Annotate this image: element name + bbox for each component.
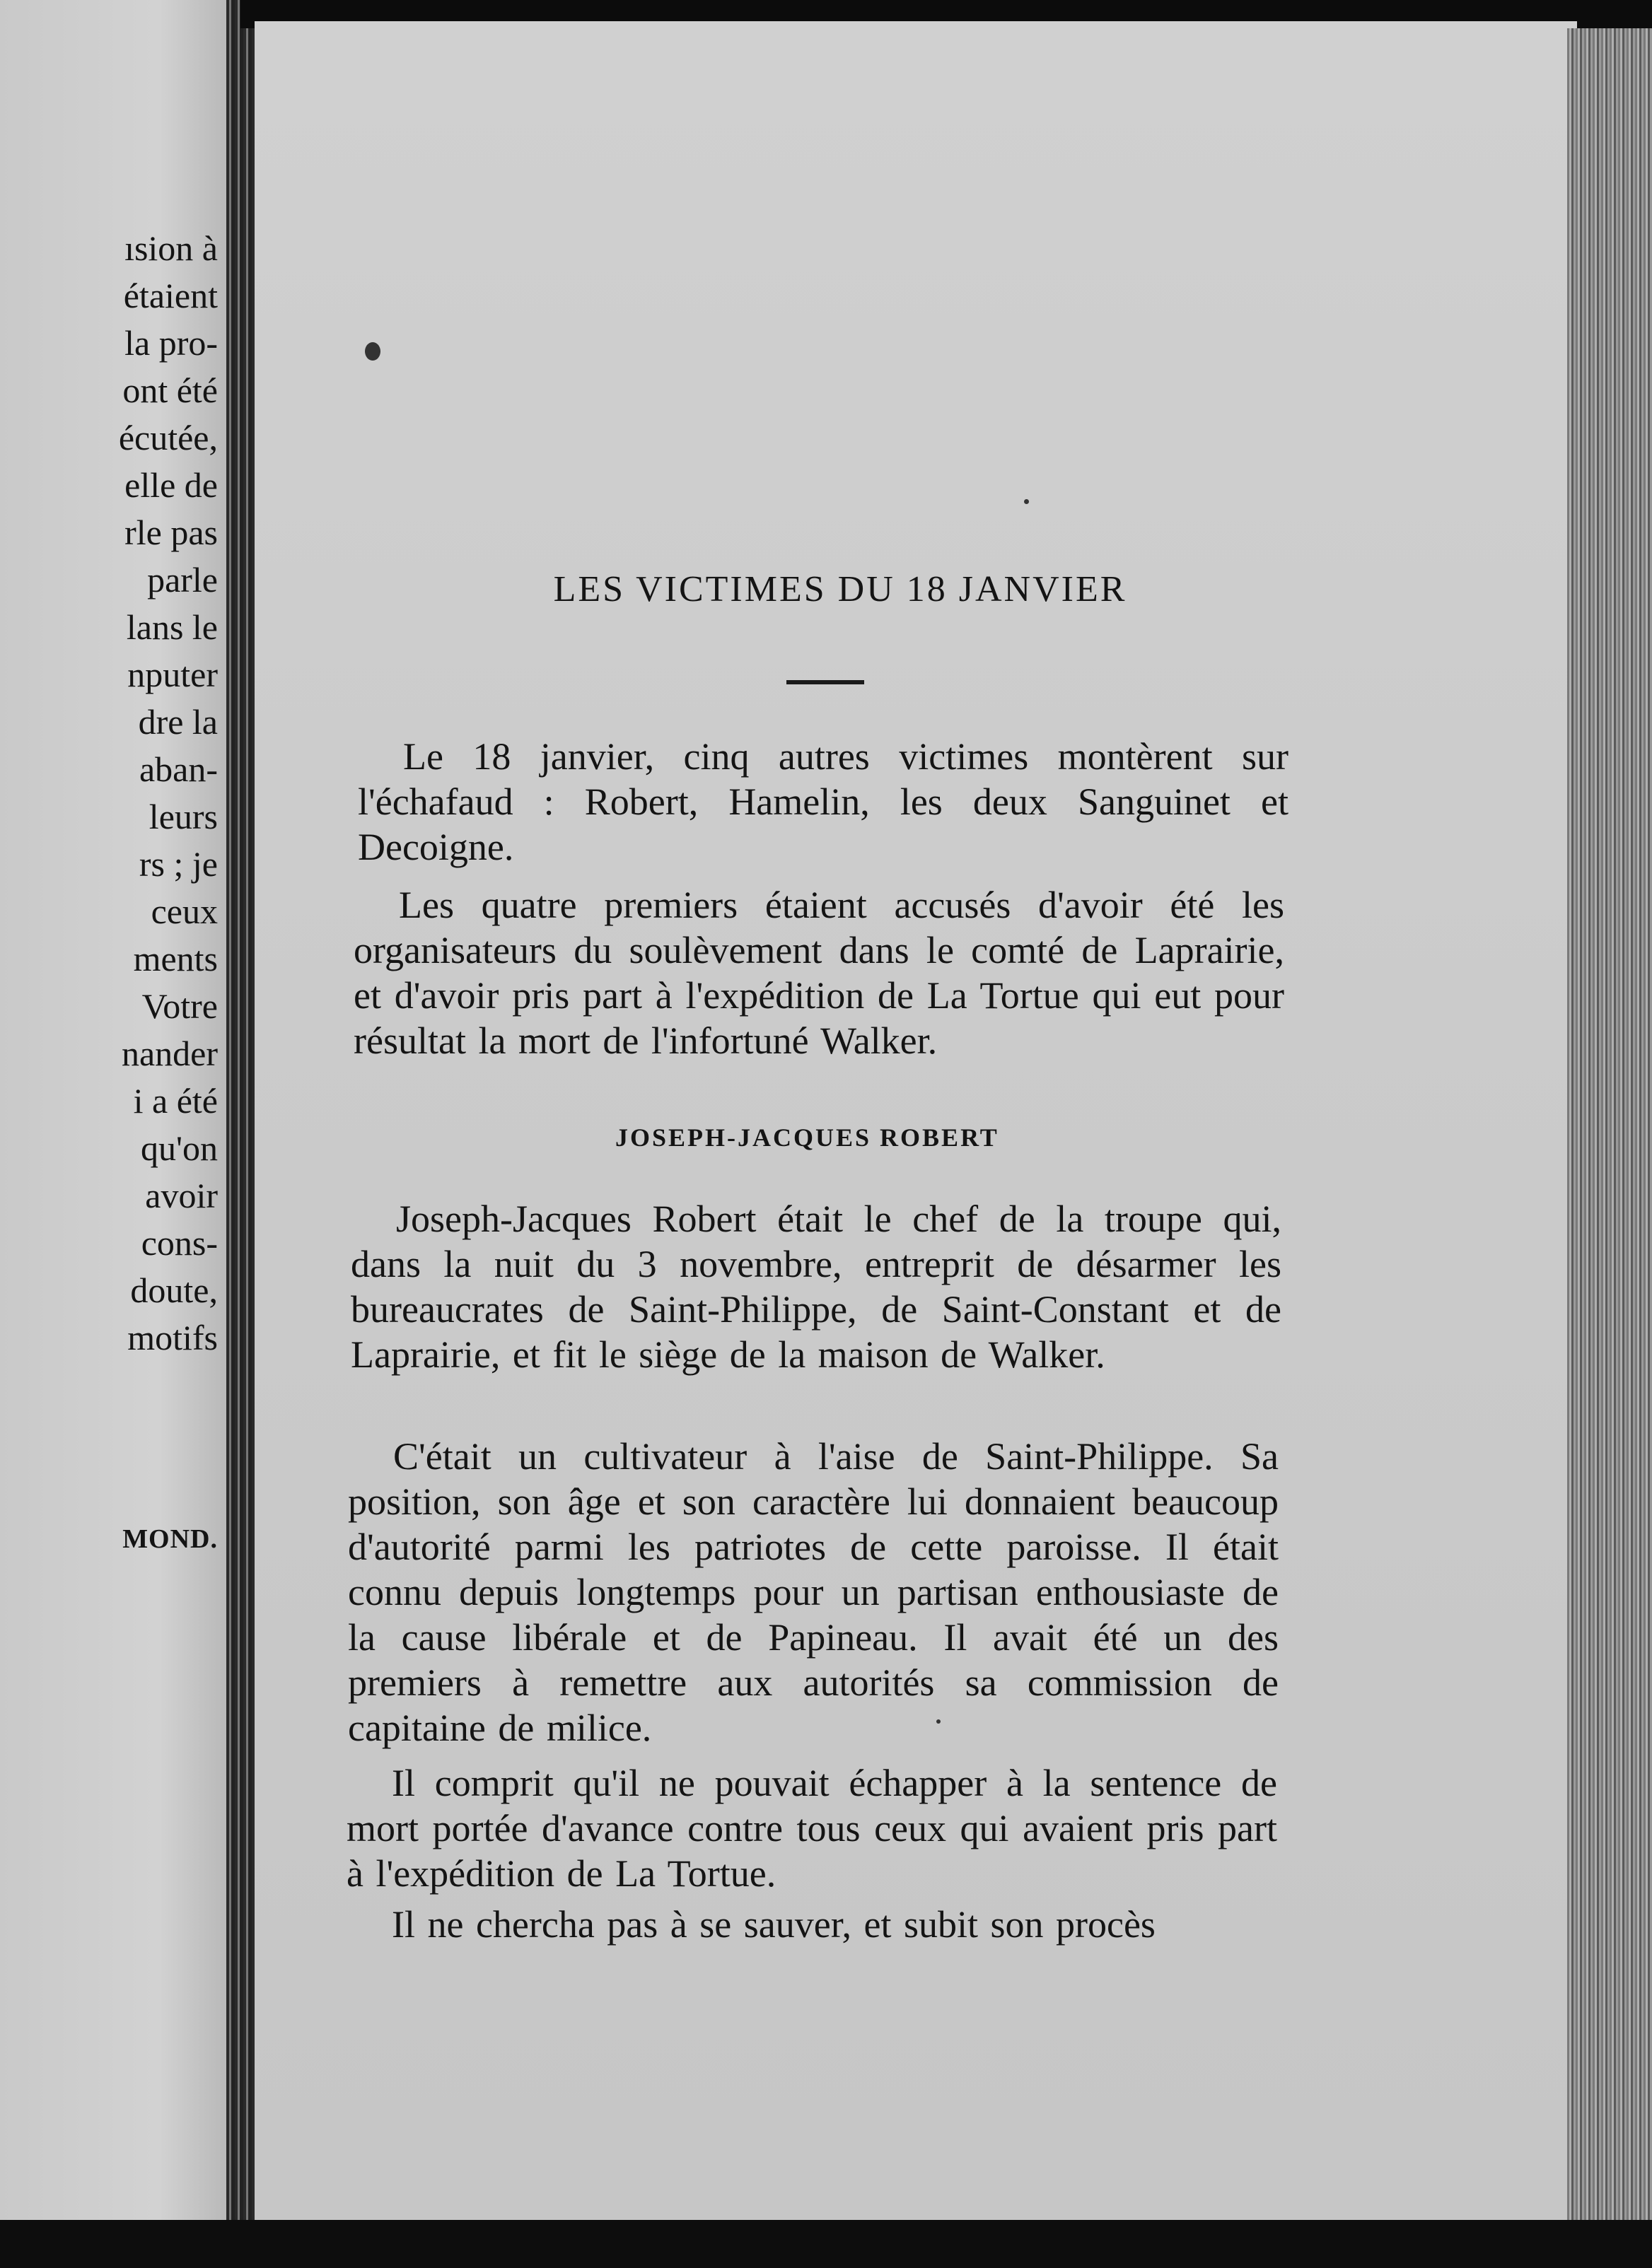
left-line: rle pas bbox=[124, 513, 218, 552]
left-line: aban- bbox=[139, 749, 218, 789]
gutter bbox=[226, 0, 255, 2268]
left-line: rs ; je bbox=[139, 844, 218, 884]
title-rule bbox=[786, 680, 864, 684]
left-line: avoir bbox=[145, 1176, 218, 1215]
left-line: la pro- bbox=[124, 323, 218, 363]
left-page-text bbox=[6, 225, 218, 1362]
left-line: leurs bbox=[149, 797, 218, 836]
left-line: ments bbox=[133, 939, 218, 978]
left-line: parle bbox=[147, 560, 218, 600]
paragraph: Il ne chercha pas à se sauver, et subit son procès bbox=[392, 1903, 1156, 1946]
paragraph: Les quatre premiers étaient accusés d'avoir été les organisateurs du soulèvement dans le comté de Laprairie, et d'avoir pris part à l'expédition de La Tortue qui eut pour résultat la mort de l'infortuné Walker. bbox=[354, 884, 1284, 1062]
left-line: motifs bbox=[127, 1318, 218, 1357]
left-line: nputer bbox=[127, 655, 218, 694]
ink-speck bbox=[365, 342, 380, 361]
left-line: écutée, bbox=[118, 418, 218, 457]
left-line: nander bbox=[121, 1034, 218, 1073]
paragraph: Le 18 janvier, cinq autres victimes montèrent sur l'échafaud : Robert, Hamelin, les deux Sanguinet et Decoigne. bbox=[358, 735, 1289, 868]
left-line: doute, bbox=[130, 1270, 218, 1310]
left-page bbox=[0, 0, 226, 2268]
left-line: dre la bbox=[138, 702, 218, 742]
left-line: ont été bbox=[122, 370, 218, 410]
ink-speck bbox=[1024, 499, 1029, 504]
left-line: qu'on bbox=[140, 1128, 218, 1168]
bottom-border bbox=[0, 2220, 1652, 2268]
paragraph: Joseph-Jacques Robert était le chef de la troupe qui, dans la nuit du 3 novembre, entreprit de désarmer les bureaucrates de Saint-Philippe, de Saint-Constant et de Laprairie, et fit le siège de la maison de Walker. bbox=[351, 1198, 1281, 1376]
section-heading: JOSEPH-JACQUES ROBERT bbox=[615, 1123, 999, 1152]
left-line: i a été bbox=[133, 1081, 218, 1121]
left-line: Votre bbox=[141, 986, 218, 1026]
left-line: étaient bbox=[123, 276, 218, 315]
page-stack-edge bbox=[1567, 28, 1652, 2227]
left-line: cons- bbox=[141, 1223, 218, 1263]
left-line: ısion à bbox=[124, 228, 218, 268]
left-line: elle de bbox=[124, 465, 218, 505]
left-line: ceux bbox=[151, 892, 218, 931]
chapter-title: LES VICTIMES DU 18 JANVIER bbox=[553, 569, 1127, 609]
left-signature: MOND. bbox=[122, 1524, 218, 1554]
paragraph: Il comprit qu'il ne pouvait échapper à la sentence de mort portée d'avance contre tous ceux qui avaient pris part à l'expédition de La Tortue. bbox=[347, 1762, 1277, 1895]
paragraph: C'était un cultivateur à l'aise de Saint-Philippe. Sa position, son âge et son caractère lui donnaient beaucoup d'autorité parmi les patriotes de cette paroisse. Il était connu depuis longtemps pour un partisan enthousiaste de la cause libérale et de Papineau. Il avait été un des premiers à remettre aux autorités sa commission de capitaine de milice. bbox=[348, 1435, 1279, 1749]
left-line: lans le bbox=[126, 607, 218, 647]
